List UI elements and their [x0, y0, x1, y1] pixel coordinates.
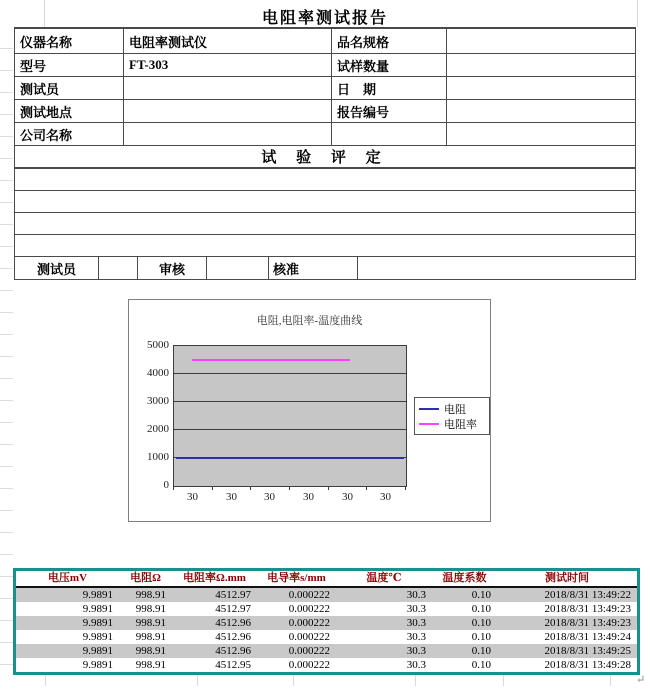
table-cell[interactable]: 30.3: [406, 631, 426, 643]
sheet-column-gridline: [415, 674, 416, 686]
table-cell[interactable]: 0.000222: [288, 645, 330, 657]
tester-cell[interactable]: [123, 77, 331, 99]
table-cell[interactable]: 0.000222: [288, 617, 330, 629]
chart-title: 电阻,电阻率-温度曲线: [256, 315, 363, 327]
table-cell[interactable]: 2018/8/31 13:49:23: [544, 603, 631, 615]
field-label: 公司名称: [20, 127, 73, 143]
evaluation-blank-row[interactable]: [15, 169, 635, 191]
evaluation-blank-row[interactable]: [15, 213, 635, 235]
table-cell[interactable]: 30.3: [406, 617, 426, 629]
form-row: [15, 54, 635, 77]
field-label: 报告编号: [331, 100, 446, 122]
report-header-form: [14, 27, 636, 280]
table-cell[interactable]: 9.9891: [82, 631, 113, 643]
legend-label: 电阻: [444, 403, 466, 416]
y-axis-tick: 4000: [147, 367, 169, 379]
table-row: [16, 616, 637, 630]
column-header: 电压mV: [47, 572, 88, 584]
table-cell[interactable]: 2018/8/31 13:49:24: [544, 631, 631, 643]
y-axis-tick: 3000: [147, 395, 169, 407]
column-header: 温度℃: [366, 572, 402, 584]
table-cell[interactable]: 2018/8/31 13:49:28: [544, 659, 631, 671]
field-label: 品名规格: [331, 29, 446, 53]
x-axis-tick: 30: [226, 491, 237, 503]
results-table: [13, 568, 640, 675]
y-axis-tick: 0: [163, 479, 169, 491]
sheet-column-gridline: [503, 674, 504, 686]
table-cell[interactable]: 0.000222: [288, 659, 330, 671]
sheet-column-gridline: [610, 674, 611, 686]
table-cell[interactable]: 4512.97: [215, 589, 251, 601]
test-location-cell[interactable]: [123, 100, 331, 122]
x-axis-tick: 30: [264, 491, 275, 503]
approve-signature-cell[interactable]: [357, 257, 635, 279]
signoff-row: [15, 257, 635, 279]
table-cell[interactable]: 4512.95: [215, 659, 251, 671]
form-row: [15, 77, 635, 100]
x-axis-tick-mark: [173, 486, 174, 490]
resistance-series-line: [176, 457, 404, 459]
x-axis-tick-mark: [328, 486, 329, 490]
x-axis-tick-mark: [250, 486, 251, 490]
column-header: 测试时间: [545, 572, 589, 584]
evaluation-blank-row[interactable]: [15, 235, 635, 257]
product-spec-cell[interactable]: [446, 29, 635, 53]
sheet-column-gridline: [637, 0, 638, 27]
table-cell[interactable]: 2018/8/31 13:49:25: [544, 645, 631, 657]
y-axis-tick: 2000: [147, 423, 169, 435]
date-cell[interactable]: [446, 77, 635, 99]
table-cell[interactable]: 30.3: [406, 659, 426, 671]
column-header: 电导率s/mm: [267, 572, 326, 584]
table-cell[interactable]: 30.3: [406, 645, 426, 657]
legend-item-resistivity: [419, 416, 485, 431]
resistivity-line-swatch: [419, 423, 439, 425]
form-row: [15, 29, 635, 54]
table-cell[interactable]: 9.9891: [82, 645, 113, 657]
x-axis-tick: 30: [380, 491, 391, 503]
table-cell[interactable]: 0.10: [471, 589, 491, 601]
table-cell[interactable]: 998.91: [135, 589, 166, 601]
results-table-header: [16, 571, 637, 588]
tester-label: 测试员: [36, 261, 76, 277]
sheet-column-gridline: [293, 674, 294, 686]
table-row: [16, 658, 637, 672]
table-cell[interactable]: 9.9891: [82, 617, 113, 629]
report-number-cell[interactable]: [446, 100, 635, 122]
table-cell[interactable]: 2018/8/31 13:49:23: [544, 617, 631, 629]
gridline: [174, 401, 406, 402]
resistivity-series-line: [192, 359, 350, 361]
field-label: 型号: [20, 58, 47, 74]
table-cell[interactable]: 0.10: [471, 603, 491, 615]
table-cell[interactable]: 0.10: [471, 659, 491, 671]
temperature-curve-chart[interactable]: [128, 299, 491, 522]
table-row: [16, 644, 637, 658]
table-cell[interactable]: 4512.97: [215, 603, 251, 615]
form-row: [15, 123, 635, 146]
y-axis-tick: 1000: [147, 451, 169, 463]
approve-label: 核准: [268, 257, 357, 279]
x-axis-tick: 30: [303, 491, 314, 503]
table-cell[interactable]: 2018/8/31 13:49:22: [544, 589, 631, 601]
sample-count-cell[interactable]: [446, 54, 635, 76]
column-header: 温度系数: [442, 572, 487, 584]
table-row: [16, 602, 637, 616]
field-label: 试样数量: [331, 54, 446, 76]
empty-label-cell: [331, 123, 446, 145]
table-cell[interactable]: 9.9891: [82, 603, 113, 615]
return-mark-icon: ↵: [636, 674, 646, 686]
table-cell[interactable]: 0.000222: [288, 589, 330, 601]
field-label: 仪器名称: [20, 34, 73, 50]
legend-label: 电阻率: [444, 418, 477, 431]
instrument-name-cell[interactable]: 电阻率测试仪: [123, 29, 331, 53]
gridline: [174, 373, 406, 374]
field-label: 测试地点: [20, 104, 73, 120]
table-cell[interactable]: 9.9891: [82, 659, 113, 671]
column-header: 电阻率Ω.mm: [183, 572, 246, 584]
table-cell[interactable]: 0.000222: [288, 631, 330, 643]
form-row: [15, 100, 635, 123]
chart-legend: [414, 397, 490, 435]
table-cell[interactable]: 998.91: [135, 617, 166, 629]
company-name-cell[interactable]: [123, 123, 331, 145]
empty-value-cell[interactable]: [446, 123, 635, 145]
sheet-column-gridline: [45, 674, 46, 686]
evaluation-blank-row[interactable]: [15, 191, 635, 213]
column-header: 电阻Ω: [130, 572, 161, 584]
table-cell[interactable]: 4512.96: [215, 631, 251, 643]
x-axis-tick: 30: [187, 491, 198, 503]
table-cell[interactable]: 0.10: [471, 617, 491, 629]
page-title: 电阻率测试报告: [261, 10, 388, 27]
x-axis-tick: 30: [342, 491, 353, 503]
table-cell[interactable]: 30.3: [406, 603, 426, 615]
table-cell[interactable]: 0.000222: [288, 603, 330, 615]
review-signature-cell[interactable]: [206, 257, 268, 279]
x-axis-tick-mark: [289, 486, 290, 490]
table-cell[interactable]: 0.10: [471, 631, 491, 643]
review-label: 审核: [137, 257, 206, 279]
table-cell[interactable]: 998.91: [135, 603, 166, 615]
table-cell[interactable]: 4512.96: [215, 617, 251, 629]
table-row: [16, 630, 637, 644]
table-cell[interactable]: 4512.96: [215, 645, 251, 657]
resistance-line-swatch: [419, 408, 439, 410]
table-row: [16, 588, 637, 602]
tester-signature-cell[interactable]: [98, 257, 137, 279]
table-cell[interactable]: 9.9891: [82, 589, 113, 601]
plot-area: [173, 345, 407, 487]
x-axis-tick-mark: [212, 486, 213, 490]
evaluation-section-header: 试 验 评 定: [15, 146, 635, 169]
sheet-column-gridline: [197, 674, 198, 686]
field-label: 测试员: [20, 81, 60, 97]
sheet-row-gridlines: [0, 27, 13, 673]
table-cell[interactable]: 0.10: [471, 645, 491, 657]
model-cell[interactable]: FT-303: [123, 54, 331, 76]
legend-item-resistance: [419, 401, 485, 416]
y-axis-tick: 5000: [147, 339, 169, 351]
field-label: 日 期: [331, 77, 446, 99]
table-cell[interactable]: 998.91: [135, 659, 166, 671]
table-cell[interactable]: 998.91: [135, 645, 166, 657]
x-axis-tick-mark: [366, 486, 367, 490]
table-cell[interactable]: 998.91: [135, 631, 166, 643]
x-axis-tick-mark: [405, 486, 406, 490]
gridline: [174, 429, 406, 430]
table-cell[interactable]: 30.3: [406, 589, 426, 601]
